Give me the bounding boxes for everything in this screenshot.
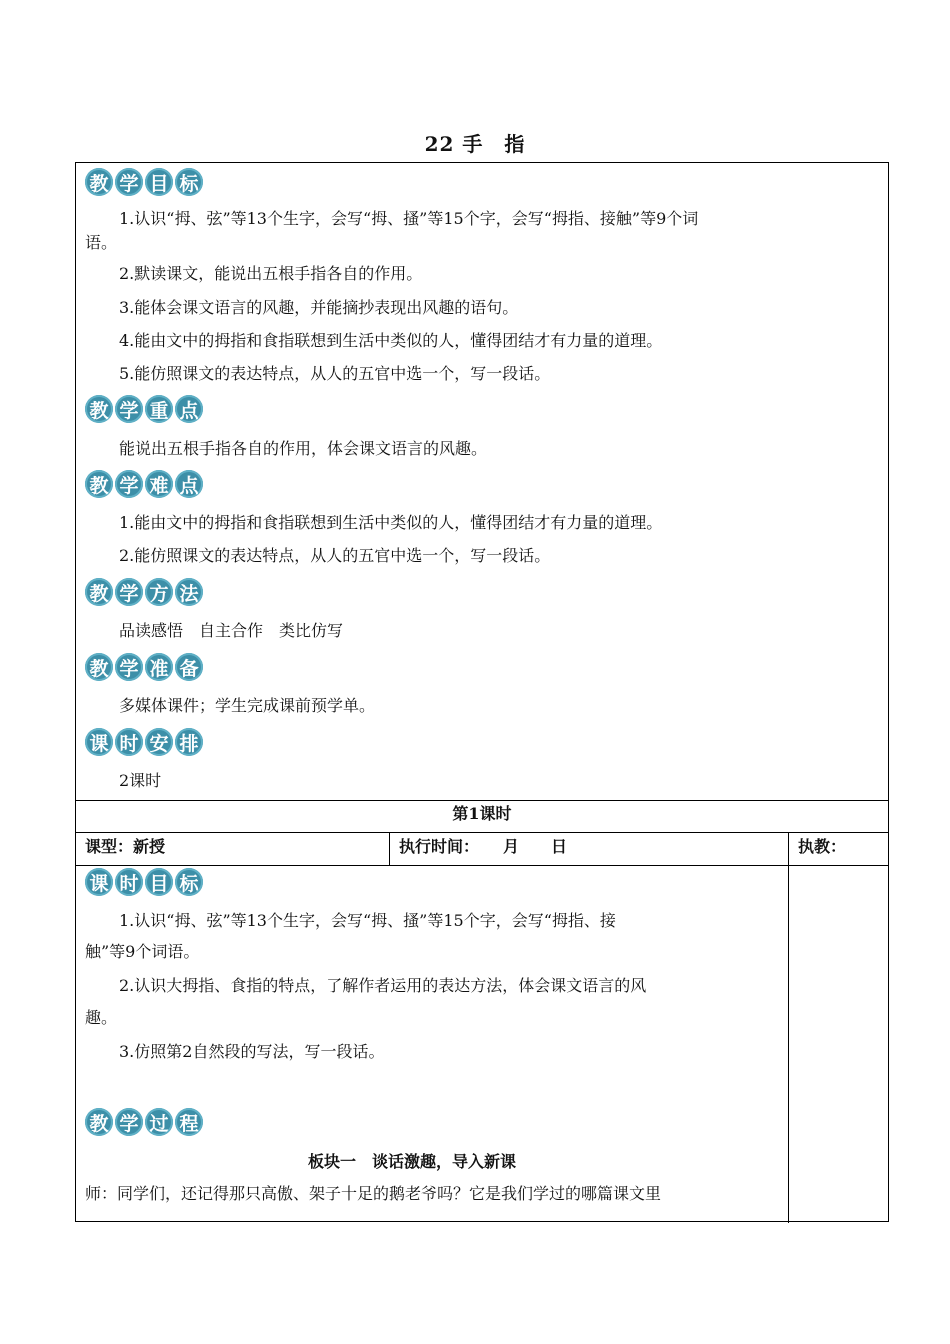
badge-char: 课 <box>85 728 113 756</box>
badge-char: 教 <box>85 578 113 606</box>
badge-char: 学 <box>115 168 143 196</box>
badge-char: 教 <box>85 1108 113 1136</box>
badge-char: 重 <box>145 395 173 423</box>
col-divider <box>788 832 789 1223</box>
prep-text: 多媒体课件；学生完成课前预学单。 <box>119 696 376 715</box>
badge-char: 目 <box>145 168 173 196</box>
section-title: 板块一 谈话激趣，导入新课 <box>308 1152 517 1171</box>
badge-char: 教 <box>85 168 113 196</box>
badge-char: 过 <box>145 1108 173 1136</box>
row-divider <box>76 865 888 866</box>
badge-char: 标 <box>175 168 203 196</box>
row-divider <box>76 800 888 801</box>
goal-line: 1.认识“拇、弦”等13个生字，会写“拇、搔”等15个字，会写“拇指、接 <box>119 911 616 930</box>
badge-char: 学 <box>115 1108 143 1136</box>
lesson-heading: 第1课时 <box>452 804 512 823</box>
badge-char: 点 <box>175 470 203 498</box>
badge-char: 学 <box>115 470 143 498</box>
paragraph-text: 师：同学们，还记得那只高傲、架子十足的鹅老爷吗？它是我们学过的哪篇课文里 <box>85 1184 662 1203</box>
badge-char: 学 <box>115 653 143 681</box>
objective-line: 3.能体会课文语言的风趣，并能摘抄表现出风趣的语句。 <box>119 298 519 317</box>
difficulties-badge <box>85 470 203 498</box>
keypoints-badge <box>85 395 203 423</box>
methods-badge <box>85 578 203 606</box>
badge-char: 目 <box>145 868 173 896</box>
difficulty-line: 2.能仿照课文的表达特点，从人的五官中选一个，写一段话。 <box>119 546 551 565</box>
badge-char: 方 <box>145 578 173 606</box>
objectives-badge <box>85 168 203 196</box>
badge-char: 标 <box>175 868 203 896</box>
badge-char: 学 <box>115 578 143 606</box>
goal-line: 3.仿照第2自然段的写法，写一段话。 <box>119 1042 385 1061</box>
objective-line: 1.认识“拇、弦”等13个生字，会写“拇、搔”等15个字，会写“拇指、接触”等9个词 <box>119 209 699 228</box>
schedule-badge <box>85 728 203 756</box>
badge-char: 课 <box>85 868 113 896</box>
badge-char: 教 <box>85 395 113 423</box>
badge-char: 教 <box>85 470 113 498</box>
objective-line: 2.默读课文，能说出五根手指各自的作用。 <box>119 264 423 283</box>
goal-line: 触”等9个词语。 <box>85 942 200 961</box>
badge-char: 点 <box>175 395 203 423</box>
badge-char: 安 <box>145 728 173 756</box>
goal-line: 趣。 <box>85 1008 118 1027</box>
objective-line: 语。 <box>85 233 118 252</box>
objective-line: 4.能由文中的拇指和食指联想到生活中类似的人，懂得团结才有力量的道理。 <box>119 331 663 350</box>
badge-char: 准 <box>145 653 173 681</box>
schedule-text: 2课时 <box>119 771 162 790</box>
badge-char: 程 <box>175 1108 203 1136</box>
col-divider <box>389 832 390 865</box>
badge-char: 难 <box>145 470 173 498</box>
keypoints-text: 能说出五根手指各自的作用，体会课文语言的风趣。 <box>119 439 488 458</box>
teacher-label: 执教： <box>798 837 847 856</box>
execution-time: 执行时间： 月 日 <box>399 837 568 856</box>
lesson-type: 课型：新授 <box>85 837 166 856</box>
row-divider <box>76 832 888 833</box>
badge-char: 排 <box>175 728 203 756</box>
badge-char: 学 <box>115 395 143 423</box>
prep-badge <box>85 653 203 681</box>
lesson-plan-table <box>75 162 889 1222</box>
badge-char: 备 <box>175 653 203 681</box>
goals-badge <box>85 868 203 896</box>
badge-char: 法 <box>175 578 203 606</box>
methods-text: 品读感悟 自主合作 类比仿写 <box>119 621 344 640</box>
badge-char: 时 <box>115 868 143 896</box>
goal-line: 2.认识大拇指、食指的特点，了解作者运用的表达方法，体会课文语言的风 <box>119 976 647 995</box>
badge-char: 教 <box>85 653 113 681</box>
process-badge <box>85 1108 203 1136</box>
difficulty-line: 1.能由文中的拇指和食指联想到生活中类似的人，懂得团结才有力量的道理。 <box>119 513 663 532</box>
objective-line: 5.能仿照课文的表达特点，从人的五官中选一个，写一段话。 <box>119 364 551 383</box>
badge-char: 时 <box>115 728 143 756</box>
page-title: 22 手 指 <box>424 132 526 156</box>
